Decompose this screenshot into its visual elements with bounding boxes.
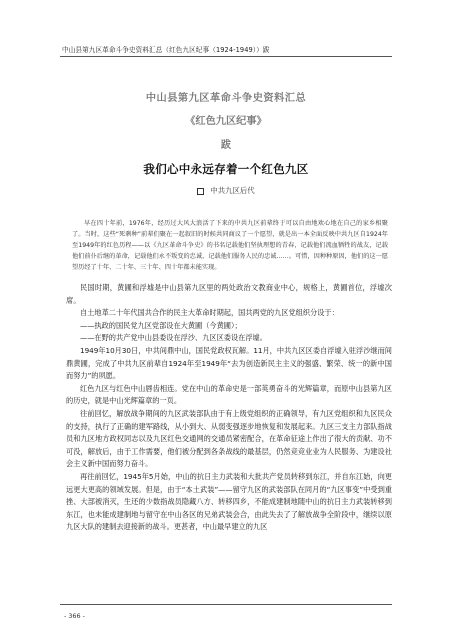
headline: 我们心中永远存着一个红色九区 [143, 162, 309, 176]
paragraph: 民国时期，黄圃和浮墟是中山县第九区里的两处政治文教商业中心，规格上，黄圃首位，浮墟次席。 [66, 283, 392, 305]
list-item: ——在野的共产党中山县委设在浮沙、九区区委设在浮墟。 [80, 333, 267, 343]
body-text [66, 282, 392, 534]
series-title: 中山县第九区革命斗争史资料汇总 [145, 93, 307, 104]
page-number: - 366 - [64, 612, 85, 620]
running-head: 中山县第九区革命斗争史资料汇总（红色九区纪事（1924-1949））跋 [62, 46, 270, 54]
header-rule [60, 56, 392, 57]
paragraph: 红色九区与红色中山唇齿相连。党在中山的革命史是一部英勇奋斗的光辉篇章，而原中山县第九区的历史，就是中山光辉篇章的一页。 [66, 383, 392, 406]
author: 中共九区后代 [210, 186, 255, 195]
preface-paragraph: 早在四十年前，1976年，经历过大风大浪活了下来的中共九区前辈终于可以自由地欢心地在自己的家乡相聚了。当时，这些“死剩种”前辈们聚在一起叙旧的时候共同商议了一个愿望，就是出一本全面反映中共九区自1924年至1949年的红色历程——以《九区革命斗争史》的书名记载他们坚执理想的青春，记载他们流血牺牲的战友，记载他们前仆后继的革命，记载他们永不叛变的忠诚，记载他们服务人民的忠诚……。可惜，因种种原因，他们的这一愿望历经了十年、二十年、三十年、四十年都未能实现。 [72, 220, 388, 272]
footer-rule [60, 604, 392, 605]
book-title: 《红色九区纪事》 [185, 116, 267, 127]
paragraph: 1949年10月30日，中共间鼎中山，国民党政权瓦解。11月，中共九区区委自浮墟入驻浮沙继而间鼎黄圃，完成了中共九区前辈自1924年至1949年“去为创造新民主主义的强盛、繁荣、统一的新中国而努力”的夙愿。 [66, 345, 392, 381]
paragraph: 自土地革二十年代国共合作的民主大革命时期起，国共两党的九区党组织分设于： [80, 308, 339, 318]
list-item: ——执政的国民党九区党部设在大黄圃（今黄圃）； [80, 320, 242, 330]
paragraph: 往前回忆，解放战争期间的九区武装部队由于有上级党组织的正确领导，有九区党组织和九区民众的支持，执行了正确的建军路线，从小到大、从弱变强逐步地恢复和发展起来。九区三支主力部队指战员和九区地方政权同志以及九区红色交通网的交通员紧密配合，在革命征途上作出了很大的贡献、功不可没，解放后，由于工作需要，他们被分配到各条战线的最基层，仍然竞竞业业为人民服务、为建设社会主义新中国而努力奋斗。 [66, 408, 392, 469]
author-line [60, 186, 392, 196]
title-block [60, 92, 392, 196]
paragraph: 再往前回忆，1945年5月始，中山的抗日主力武装和大批共产党员转移到东江，并自东江始，向更远更大更高的领域发展。但是，由于“本土武装”——留守九区的武装部队在同月的“九区事变”中受到重挫、大部被消灭，生还的少数指战员隐藏八方、转移四乡，不能成建制地随中山的抗日主力武装转移到东江，也未能成建制地与留守在中山各区的兄弟武装会合，由此失去了了解放战争全阶段中，继续以原九区大队的建制去迎接新的战斗。更甚者，中山最早建立的九区 [66, 471, 392, 532]
box-icon [197, 188, 204, 195]
section-title: 跋 [220, 140, 232, 151]
